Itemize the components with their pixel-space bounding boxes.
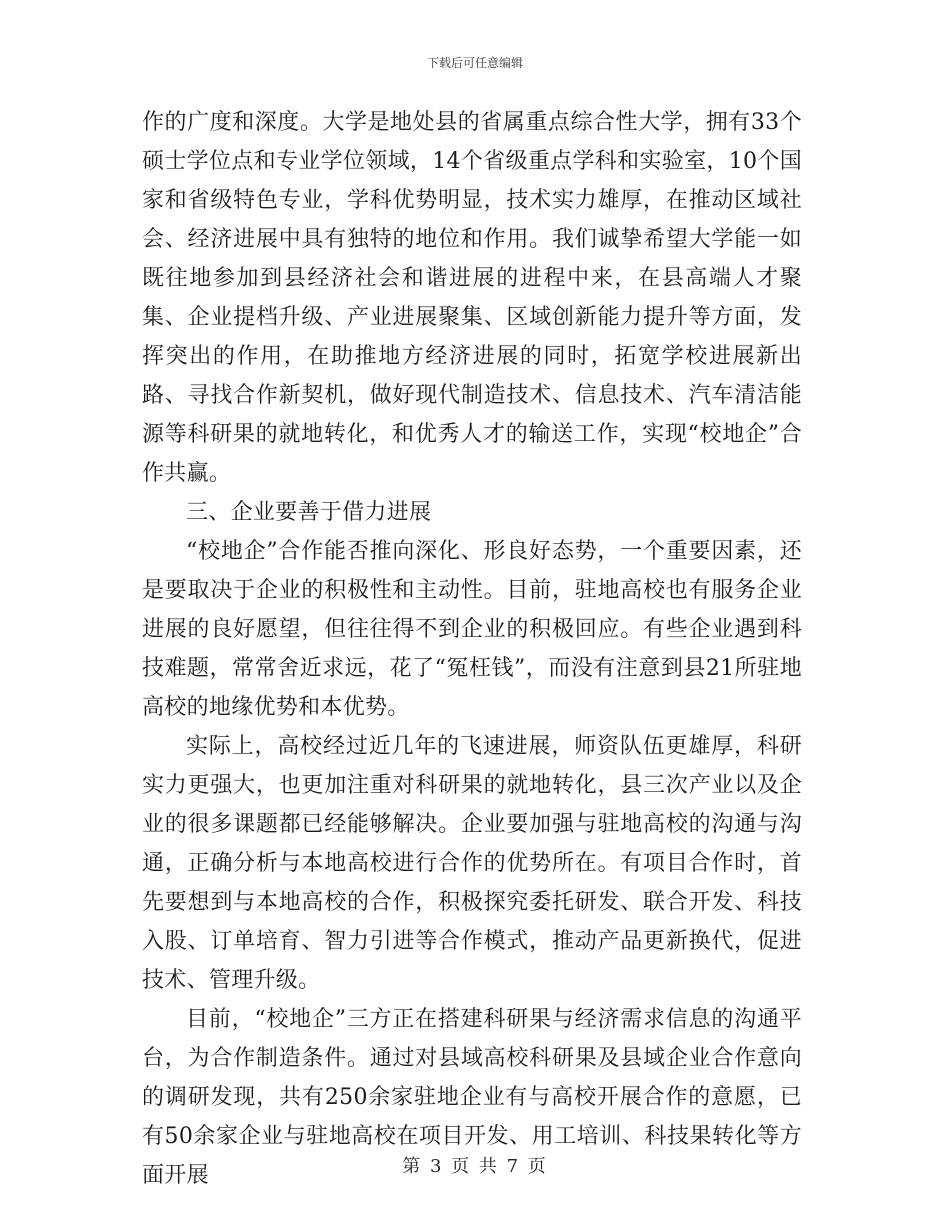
paragraph-continuation: 作的广度和深度。大学是地处县的省属重点综合性大学，拥有33个硕士学位点和专业学位领域，14个省级重点学科和实验室，10个国家和省级特色专业，学科优势明显，技术实力雄厚，在推动区域社会、经济进展中具有独特的地位和作用。我们诚挚希望大学能一如既往地参加到县经济社会和谐进展的进程中来，在县高端人才聚集、企业提档升级、产业进展聚集、区域创新能力提升等方面，发挥突出的作用，在助推地方经济进展的同时，拓宽学校进展新出路、寻找合作新契机，做好现代制造技术、信息技术、汽车清洁能源等科研果的就地转化，和优秀人才的输送工作，实现“校地企”合作共赢。 <box>142 110 802 486</box>
page-header: 下载后可任意编辑 <box>426 56 523 70</box>
section-heading: 三、企业要善于借力进展 <box>186 500 432 525</box>
paragraph: 实际上，高校经过近几年的飞速进展，师资队伍更雄厚，科研实力更强大，也更加注重对科研果的就地转化，县三次产业以及企业的很多课题都已经能够解决。企业要加强与驻地高校的沟通与沟通，正确分析与本地高校进行合作的优势所在。有项目合作时，首先要想到与本地高校的合作，积极探究委托研发、联合开发、科技入股、订单培育、智力引进等合作模式，推动产品更新换代，促进技术、管理升级。 <box>142 734 802 993</box>
paragraph: “校地企”合作能否推向深化、形良好态势，一个重要因素，还是要取决于企业的积极性和主动性。目前，驻地高校也有服务企业进展的良好愿望，但往往得不到企业的积极回应。有些企业遇到科技难题，常常舍近求远，花了“冤枉钱”，而没有注意到县21所驻地高校的地缘优势和本优势。 <box>142 539 802 720</box>
page-number-footer: 第 3 页 共 7 页 <box>402 1156 548 1177</box>
document-body <box>142 103 802 1195</box>
paragraph: 目前，“校地企”三方正在搭建科研果与经济需求信息的沟通平台，为合作制造条件。通过对县域高校科研果及县域企业合作意向的调研发现，共有250余家驻地企业有与高校开展合作的意愿，已有50余家企业与驻地高校在项目开发、用工培训、科技果转化等方面开展 <box>142 1007 802 1188</box>
